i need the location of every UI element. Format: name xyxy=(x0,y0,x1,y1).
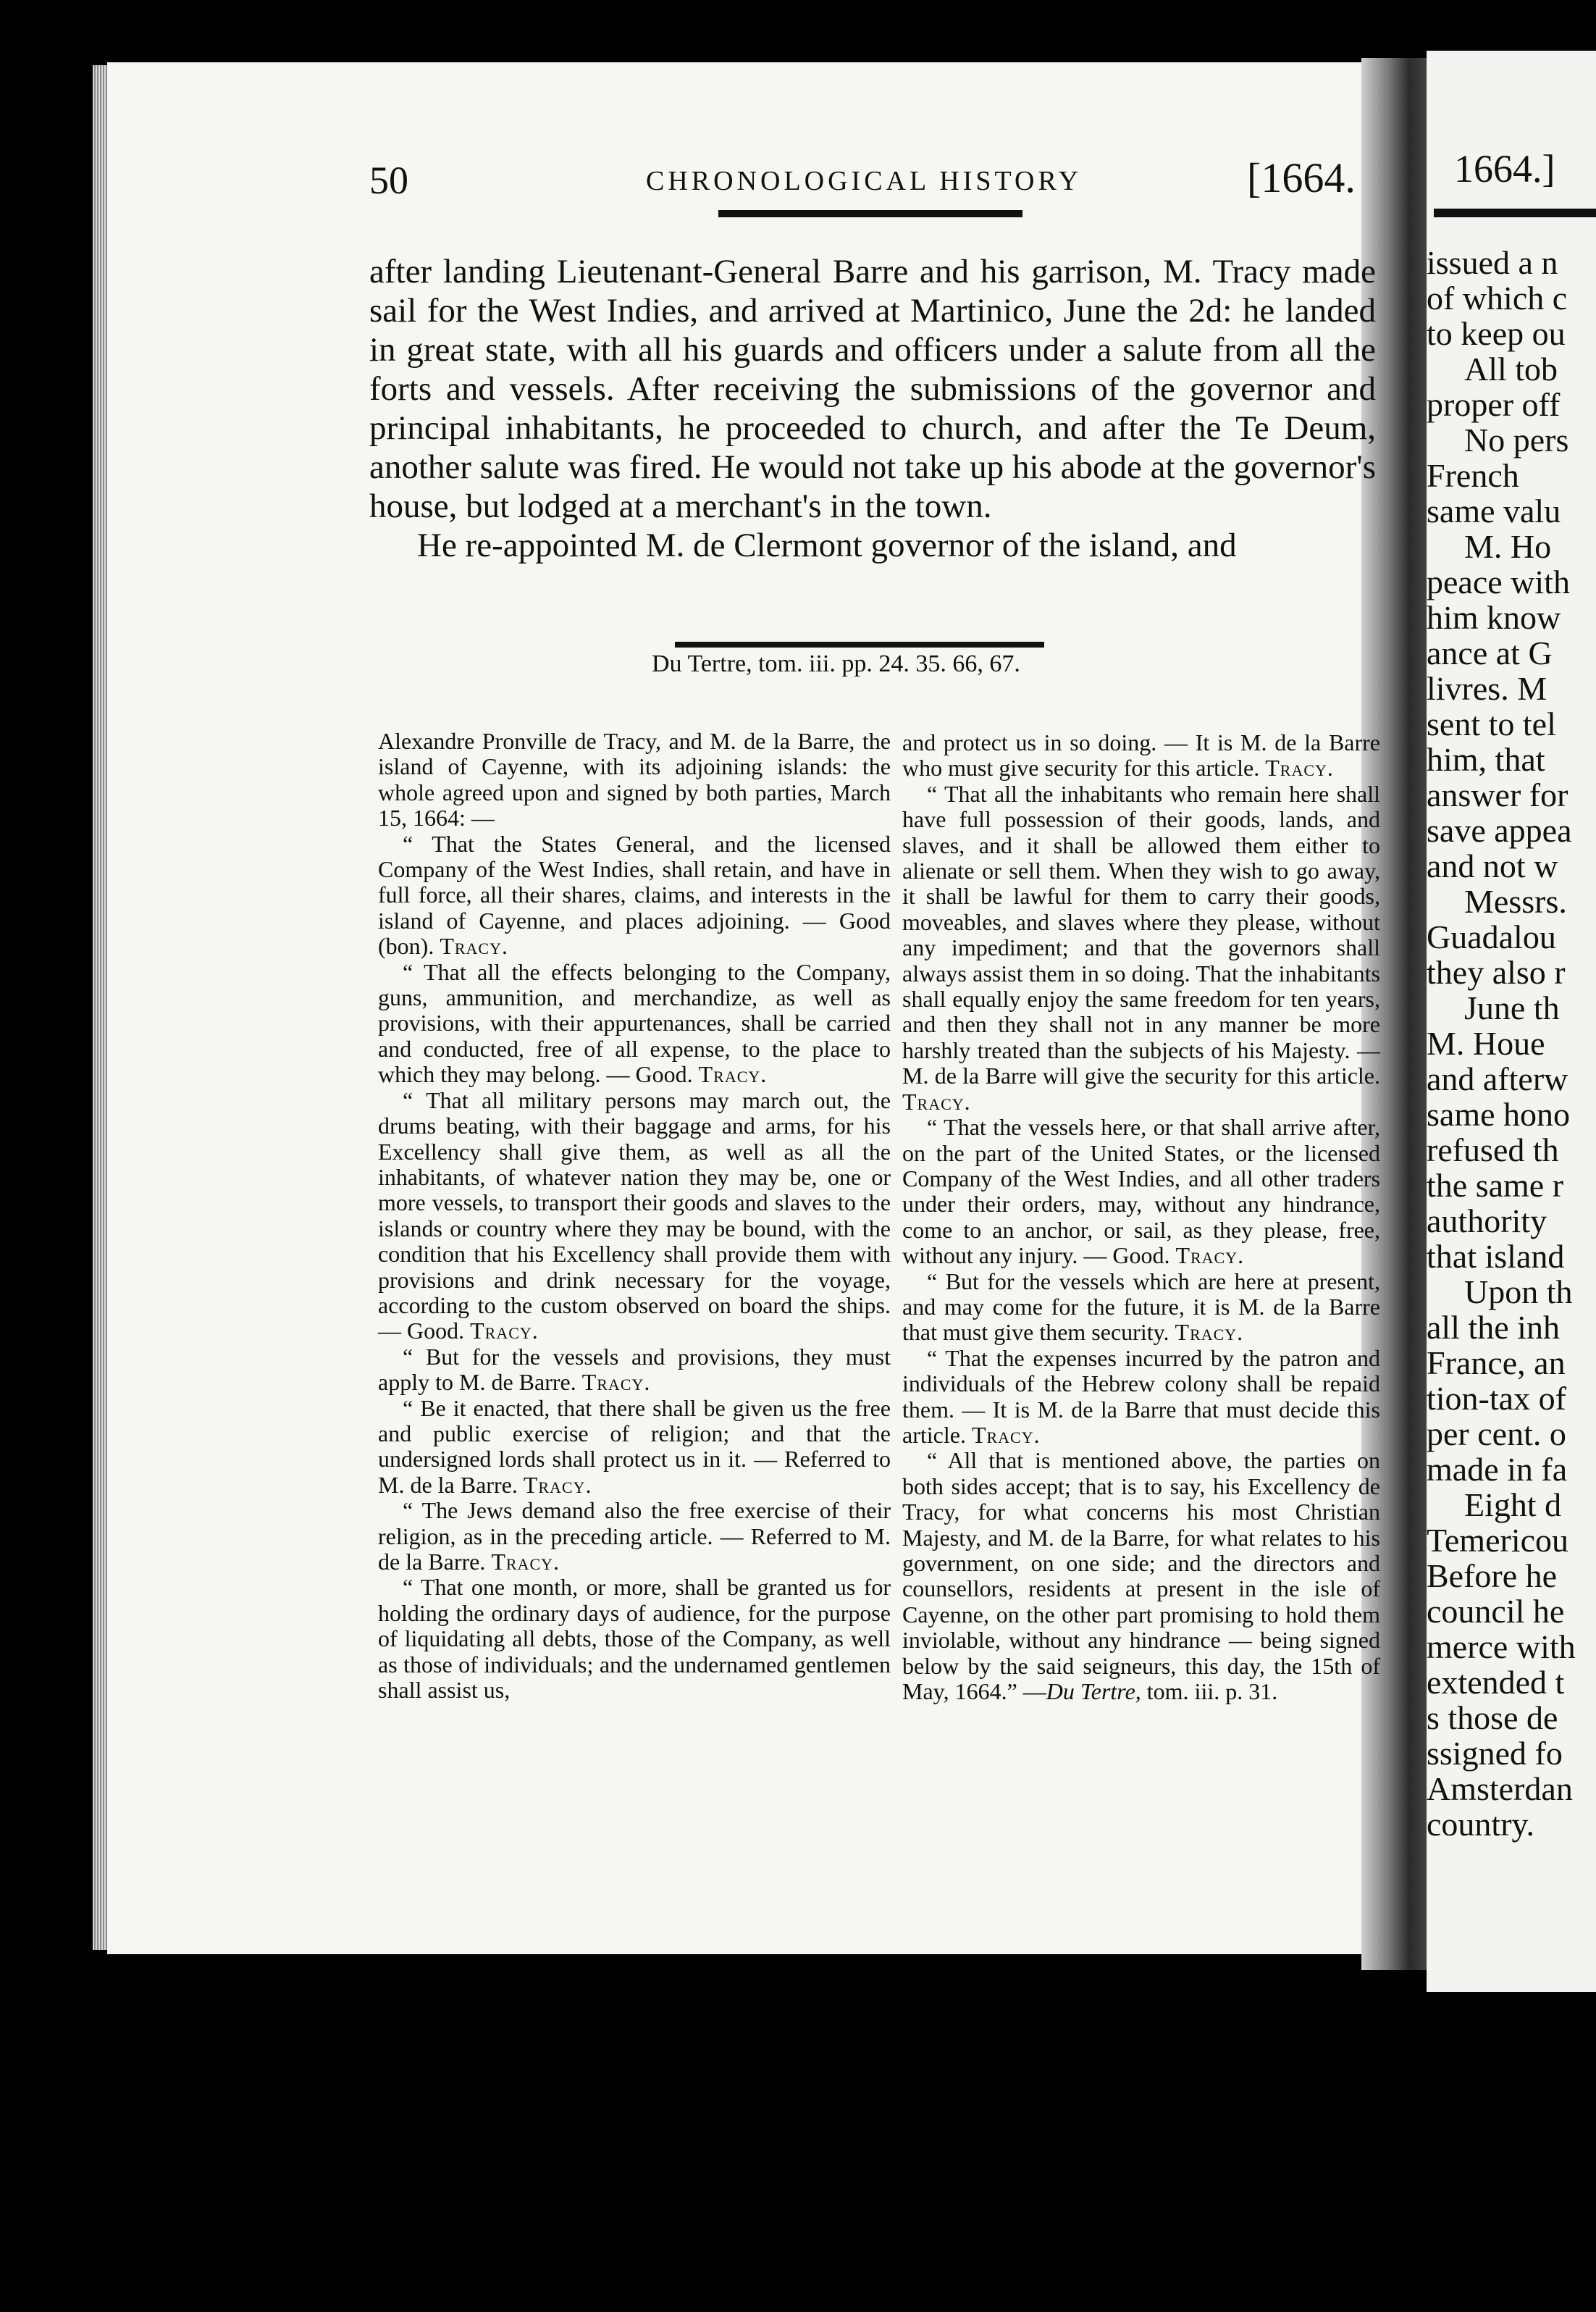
right-page-line: authority xyxy=(1427,1202,1547,1239)
signature: Tracy. xyxy=(1175,1319,1244,1346)
page-edges xyxy=(93,65,109,1950)
right-page-line: issued a n xyxy=(1427,244,1558,281)
citation: Du Tertre, tom. iii. pp. 24. 35. 66, 67. xyxy=(652,650,1020,677)
right-page-line: All tob xyxy=(1464,351,1558,388)
right-page-line: him, that xyxy=(1427,741,1545,778)
paragraph: after landing Lieutenant-General Barre and his garrison, M. Tracy made sail for the West Indies, and arrived at Martinico, June the 2d: he landed in great state, with all his guards and officers under a salute from all the forts and vessels. After receiving the submissions of the governor and principal inhabitants, he proceeded to church, and after the Te Deum, another salute was fired. He would not take up his abode at the governor's house, but lodged at a merchant's in the town. xyxy=(369,253,1376,525)
right-page-line: ssigned fo xyxy=(1427,1735,1563,1772)
right-page-line: answer for xyxy=(1427,776,1568,813)
right-page-line: to keep ou xyxy=(1427,315,1566,352)
right-page-line: M. Houe xyxy=(1427,1025,1545,1062)
notes-column-left xyxy=(378,729,891,1703)
note-article: “ That the States General, and the licensed Company of the West Indies, shall retain, and have in full force, all their shares, claims, and interests in the island of Cayenne, and places adjoining. — Good (bon). Tracy. xyxy=(378,830,891,960)
right-page-line: of which c xyxy=(1427,280,1568,317)
note-continuation: and protect us in so doing. — It is M. de la Barre who must give security for this article. Tracy. xyxy=(902,729,1380,782)
signature: Tracy. xyxy=(698,1061,768,1088)
signature: Tracy. xyxy=(491,1549,560,1575)
right-page-line: council he xyxy=(1427,1593,1565,1630)
citation-rule xyxy=(675,642,1044,648)
right-page-line: Messrs. xyxy=(1464,883,1567,920)
right-page-line: they also r xyxy=(1427,954,1566,991)
right-page-line: M. Ho xyxy=(1464,528,1552,565)
right-page-line: country. xyxy=(1427,1806,1535,1843)
right-page-line: that island xyxy=(1427,1238,1565,1275)
signature: Tracy. xyxy=(1265,755,1334,782)
right-page-line: No pers xyxy=(1464,422,1569,458)
paragraph: He re-appointed M. de Clermont governor of the island, and xyxy=(417,527,1237,564)
note-article: “ That all the inhabitants who remain here shall have full possession of their goods, lands, and slaves, and it shall be allowed them either to alienate or sell them. When they wish to go away, it shall be lawful for them to carry their goods, moveables, and slaves where they please, without any impediment; and that the governors shall always assist them in so doing. That the inhabitants shall equally enjoy the same freedom for ten years, and then they shall not in any manner be more harshly treated than the subjects of his Majesty. — M. de la Barre will give the security for this article. Tracy. xyxy=(902,780,1380,1115)
page-title: CHRONOLOGICAL HISTORY xyxy=(646,166,1083,196)
note-intro: Alexandre Pronville de Tracy, and M. de la Barre, the island of Cayenne, with its adjoining islands: the whole agreed upon and signed by both parties, March 15, 1664: — xyxy=(378,728,891,832)
right-page-line: livres. M xyxy=(1427,670,1547,707)
note-article: “ That the expenses incurred by the patron and individuals of the Hebrew colony shall be repaid them. — It is M. de la Barre that must decide this article. Tracy. xyxy=(902,1344,1380,1448)
note-article: “ All that is mentioned above, the parties on both sides accept; that is to say, his Excellency de Tracy, for what concerns his most Christian Majesty, and M. de la Barre, for what relates to his government, on one side; and the directors and counsellors, residents at present in the isle of Cayenne, on the other part promising to hold them inviolable, without any hindrance — being signed below by the said seigneurs, this day, the 15th of May, 1664.” —Du Tertre, tom. iii. p. 31. xyxy=(902,1447,1380,1705)
right-page-line: Before he xyxy=(1427,1557,1558,1594)
signature: Tracy. xyxy=(581,1369,651,1396)
right-page-line: June th xyxy=(1464,989,1560,1026)
right-page-line: same valu xyxy=(1427,493,1561,529)
right-page-line: save appea xyxy=(1427,812,1572,849)
note-article: “ But for the vessels which are here at present, and may come for the future, it is M. de la Barre that must give them security. Tracy. xyxy=(902,1268,1380,1346)
right-page-line: French xyxy=(1427,457,1519,494)
right-page-line: Amsterdan xyxy=(1427,1770,1573,1807)
right-page-line: refused th xyxy=(1427,1131,1559,1168)
signature: Tracy. xyxy=(523,1471,592,1498)
right-page-line: Eight d xyxy=(1464,1486,1562,1523)
right-page-text xyxy=(1427,245,1596,1842)
note-article: “ That the vessels here, or that shall arrive after, on the part of the United States, or the licensed Company of the West Indies, and all other traders under their orders, may, without any hindrance, come to an anchor, or sail, as they please, free, without any injury. — Good. Tracy. xyxy=(902,1114,1380,1269)
note-article: “ That all military persons may march out, the drums beating, with their baggage and arms, for his Excellency shall give them, as well as all the inhabitants, of whatever nation they may be, one or more vessels, to transport their goods and slaves to the islands or country where they may be bound, with the condition that his Excellency shall provide them with provisions and drink necessary for the voyage, according to the custom observed on board the ships. — Good. Tracy. xyxy=(378,1086,891,1344)
right-page-line: made in fa xyxy=(1427,1451,1568,1488)
signature: Tracy. xyxy=(1175,1242,1245,1269)
note-article: “ But for the vessels and provisions, they must apply to M. de Barre. Tracy. xyxy=(378,1343,891,1396)
running-head xyxy=(224,154,1383,202)
signature: Tracy. xyxy=(440,933,508,960)
right-page-line: peace with xyxy=(1427,564,1570,600)
main-text xyxy=(369,252,1376,565)
right-page-line: all the inh xyxy=(1427,1309,1560,1346)
note-article: “ That one month, or more, shall be granted us for holding the ordinary days of audience, for the purpose of liquidating all debts, those of the Company, as well as those of individuals; and the undernamed gentlemen shall assist us, xyxy=(378,1574,891,1704)
right-page-line: Guadalou xyxy=(1427,918,1556,955)
right-page-line: proper off xyxy=(1427,386,1561,423)
right-page-line: ance at G xyxy=(1427,634,1553,671)
right-page-line: and not w xyxy=(1427,847,1558,884)
note-article: “ The Jews demand also the free exercise of their religion, as in the preceding article. — Referred to M. de la Barre. Tracy. xyxy=(378,1497,891,1575)
right-page-line: Temericou xyxy=(1427,1522,1569,1559)
right-page-line: Upon th xyxy=(1464,1273,1573,1310)
right-page-line: tion-tax of xyxy=(1427,1380,1566,1417)
right-page-line: and afterw xyxy=(1427,1060,1568,1097)
header-rule xyxy=(718,210,1022,217)
right-page-header: 1664.] xyxy=(1454,147,1555,190)
right-page-line: France, an xyxy=(1427,1344,1566,1381)
page-number: 50 xyxy=(369,159,408,202)
right-page-line: him know xyxy=(1427,599,1561,636)
signature: Tracy. xyxy=(902,1088,971,1115)
signature: Tracy. xyxy=(971,1421,1041,1448)
page-year: [1664. xyxy=(1247,154,1356,201)
right-page-line: extended t xyxy=(1427,1664,1565,1701)
right-page-line: same hono xyxy=(1427,1096,1571,1133)
right-page-line: s those de xyxy=(1427,1699,1558,1736)
signature: Tracy. xyxy=(470,1318,539,1344)
notes-column-right xyxy=(902,730,1380,1704)
right-page-line: per cent. o xyxy=(1427,1415,1566,1452)
right-page-line: merce with xyxy=(1427,1628,1576,1665)
right-page-line: the same r xyxy=(1427,1167,1564,1204)
source-title: Du Tertre, xyxy=(1046,1678,1141,1705)
right-page-rule xyxy=(1434,209,1596,217)
note-article: “ That all the effects belonging to the Company, guns, ammunition, and merchandize, as well as provisions, with their appurtenances, shall be carried and conducted, free of all expense, to the place to which they may belong. — Good. Tracy. xyxy=(378,958,891,1088)
note-article: “ Be it enacted, that there shall be given us the free and public exercise of religion; and that the undersigned lords shall protect us in it. — Referred to M. de la Barre. Tracy. xyxy=(378,1394,891,1498)
right-page-line: sent to tel xyxy=(1427,705,1556,742)
right-page xyxy=(1427,51,1596,1992)
